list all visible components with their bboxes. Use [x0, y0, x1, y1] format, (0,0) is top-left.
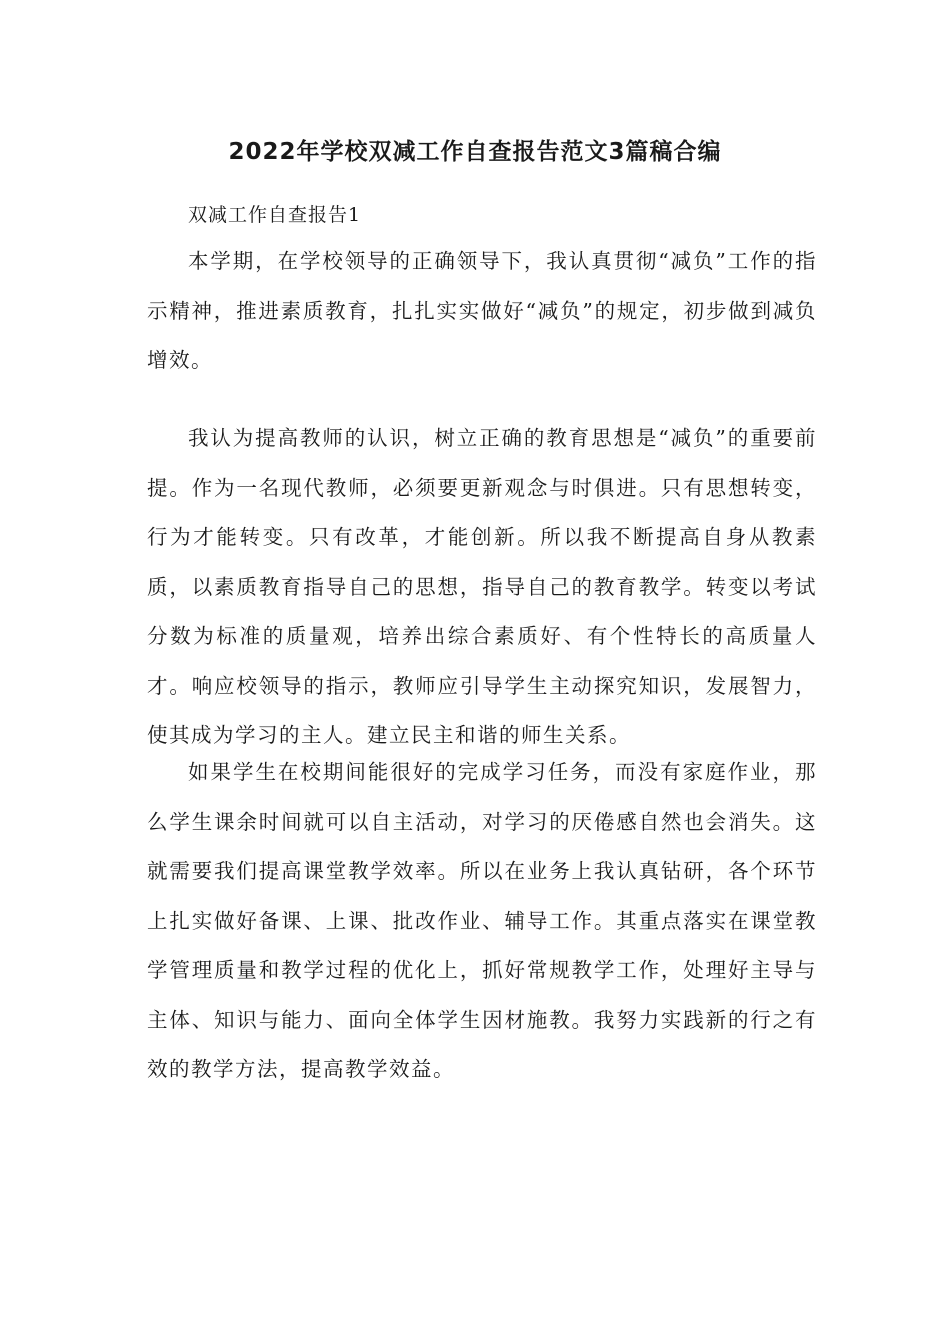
paragraph-2: 我认为提高教师的认识，树立正确的教育思想是“减负”的重要前提。作为一名现代教师，必须要更新观念与时俱进。只有思想转变，行为才能转变。只有改革，才能创新。所以我不断提高自身从教素质，以素质教育指导自己的思想，指导自己的教育教学。转变以考试分数为标准的质量观，培养出综合素质好、有个性特长的高质量人才。响应校领导的指示，教师应引导学生主动探究知识，发展智力，使其成为学习的主人。建立民主和谐的师生关系。	[147, 426, 817, 747]
section-heading: 双减工作自查报告1	[188, 204, 362, 226]
paragraph-3: 如果学生在校期间能很好的完成学习任务，而没有家庭作业，那么学生课余时间就可以自主活动，对学习的厌倦感自然也会消失。这就需要我们提高课堂教学效率。所以在业务上我认真钻研，各个环节上扎实做好备课、上课、批改作业、辅导工作。其重点落实在课堂教学管理质量和教学过程的优化上，抓好常规教学工作，处理好主导与主体、知识与能力、面向全体学生因材施教。我努力实践新的行之有效的教学方法，提高教学效益。	[147, 760, 817, 1081]
paragraph-1: 本学期，在学校领导的正确领导下，我认真贯彻“减负”工作的指示精神，推进素质教育，扎扎实实做好“减负”的规定，初步做到减负增效。	[147, 249, 817, 372]
document-title: 2022年学校双减工作自查报告范文3篇稿合编	[228, 139, 722, 165]
